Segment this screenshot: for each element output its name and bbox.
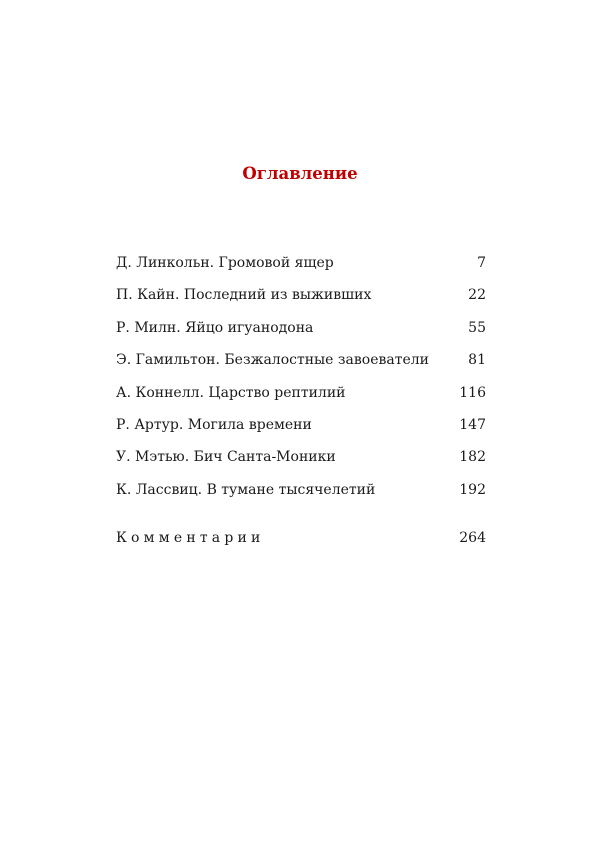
- toc-entry-title: К. Лассвиц. В тумане тысячелетий: [116, 481, 376, 498]
- toc-entry-page: 55: [468, 319, 486, 336]
- toc-entry[interactable]: [116, 447, 486, 479]
- toc-title: Оглавление: [242, 164, 358, 183]
- toc-entry-page: 22: [468, 287, 486, 304]
- toc-entry-title: А. Коннелл. Царство рептилий: [116, 384, 346, 401]
- toc-entry[interactable]: [116, 285, 486, 317]
- toc-entry-page: 81: [468, 352, 486, 369]
- toc-entry-page: 182: [459, 449, 486, 466]
- toc-entry[interactable]: [116, 318, 486, 350]
- toc-entry-title: П. Кайн. Последний из выживших: [116, 287, 372, 304]
- toc-comments-page: 264: [459, 530, 486, 546]
- toc-list: [116, 253, 486, 512]
- toc-entry-title: Р. Милн. Яйцо игуанодона: [116, 319, 314, 336]
- toc-entry-title: Р. Артур. Могила времени: [116, 416, 312, 433]
- toc-entry-page: 116: [459, 384, 486, 401]
- toc-entry-page: 7: [477, 255, 486, 271]
- toc-entry[interactable]: [116, 415, 486, 447]
- toc-entry-title: Э. Гамильтон. Безжалостные завоеватели: [116, 352, 429, 369]
- toc-comments-title: Комментарии: [116, 530, 265, 546]
- toc-entry-page: 147: [459, 416, 486, 433]
- toc-entry-title: У. Мэтью. Бич Санта-Моники: [116, 449, 336, 466]
- toc-entry[interactable]: [116, 480, 486, 512]
- toc-entry-page: 192: [459, 481, 486, 498]
- toc-entry-title: Д. Линкольн. Громовой ящер: [116, 255, 334, 271]
- toc-comments-entry[interactable]: [116, 528, 486, 548]
- toc-entry[interactable]: [116, 350, 486, 382]
- toc-entry[interactable]: [116, 253, 486, 285]
- toc-entry[interactable]: [116, 383, 486, 415]
